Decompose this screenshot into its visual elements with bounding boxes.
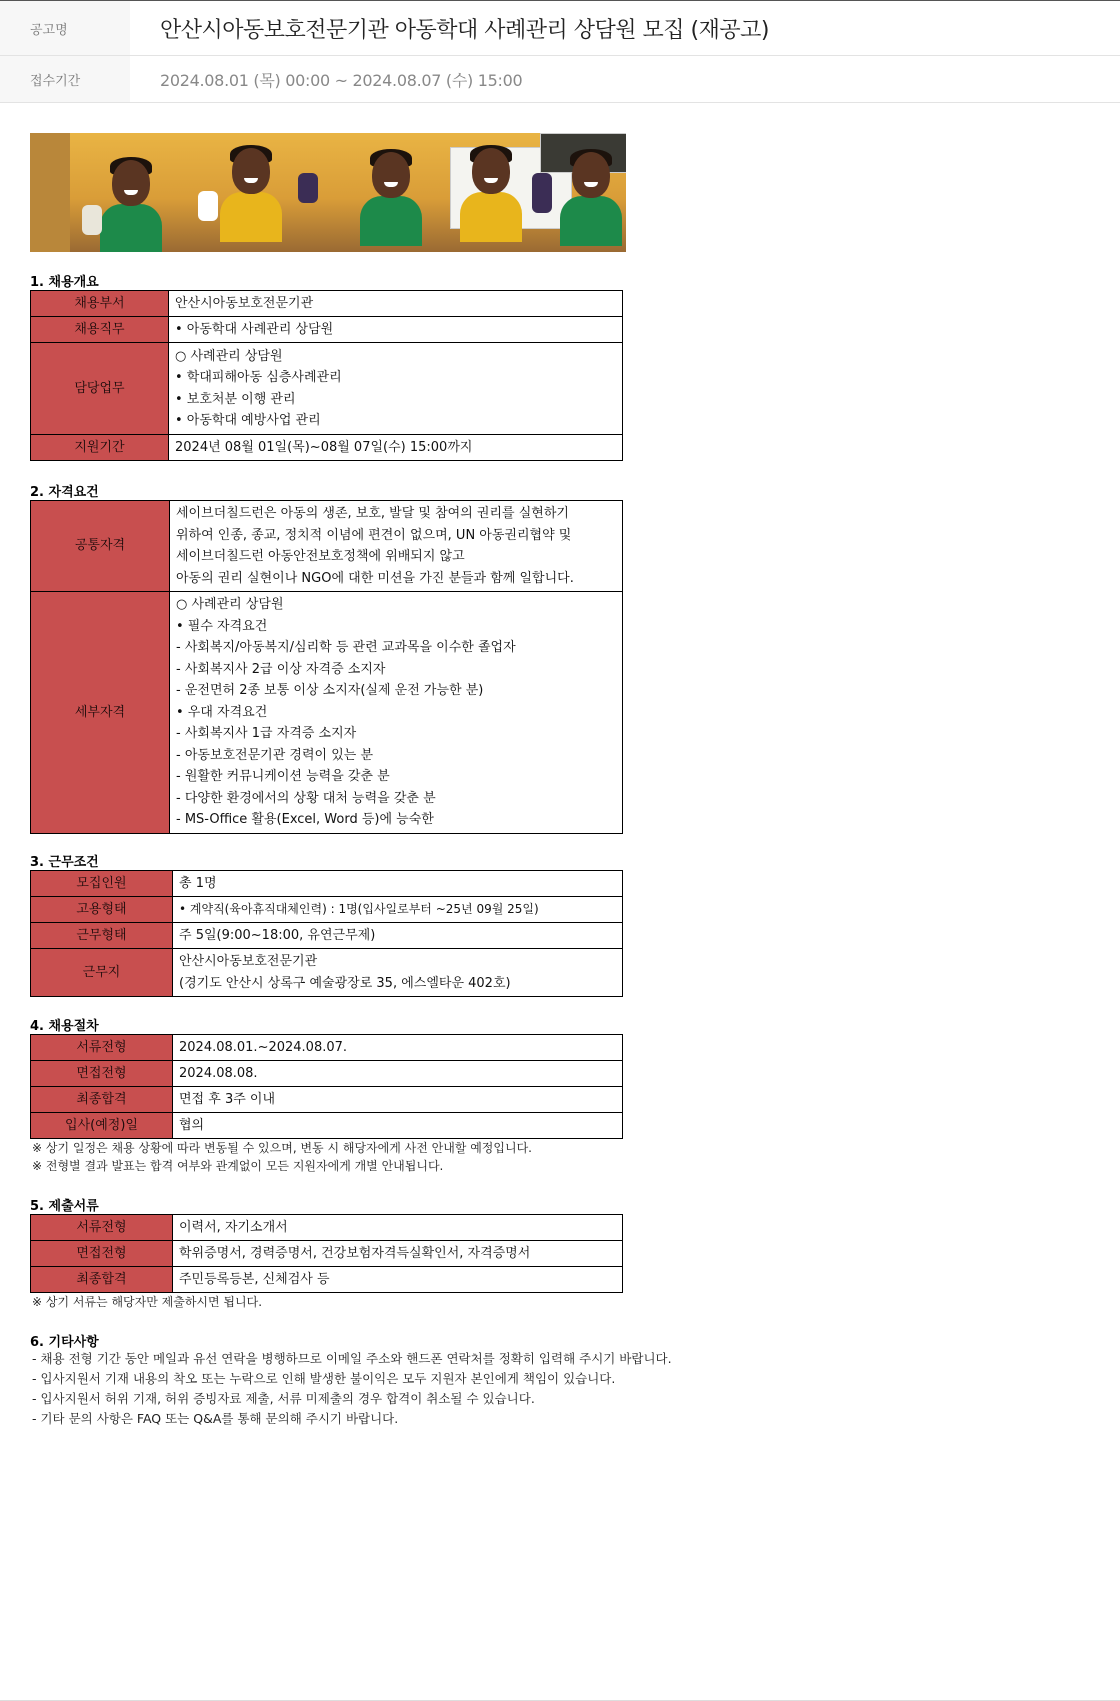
notice-title-label: 공고명 [0, 1, 130, 55]
documents-table [30, 1214, 623, 1293]
section-title-overview: 1. 채용개요 [30, 275, 99, 290]
qualifications-table [30, 500, 623, 834]
row-label: 세부자격 [31, 592, 170, 834]
overview-table [30, 290, 623, 461]
row-value: 면접 후 3주 이내 [173, 1087, 623, 1113]
table-row [31, 343, 623, 435]
application-period-row [0, 56, 1120, 103]
process-table [30, 1034, 623, 1139]
row-value: 2024.08.08. [173, 1061, 623, 1087]
row-label: 서류전형 [31, 1215, 173, 1241]
line: 세이브더칠드런 아동안전보호정책에 위배되지 않고 [176, 549, 465, 564]
line: ○ 사례관리 상담원 [175, 348, 283, 364]
banner-image [30, 133, 626, 252]
section-title-documents: 5. 제출서류 [30, 1199, 99, 1214]
row-value [170, 501, 623, 592]
table-row [31, 1061, 623, 1087]
line: • 아동학대 예방사업 관리 [175, 413, 321, 428]
row-value: 주 5일(9:00~18:00, 유연근무제) [173, 923, 623, 949]
table-row [31, 1215, 623, 1241]
line: - 운전면허 2종 보통 이상 소지자(실제 운전 가능한 분) [176, 683, 484, 698]
line: - MS-Office 활용(Excel, Word 등)에 능숙한 [176, 812, 434, 827]
row-label: 근무지 [31, 949, 173, 997]
line: - 사회복지사 2급 이상 자격증 소지자 [176, 661, 386, 677]
row-label: 채용부서 [31, 291, 169, 317]
row-value: 협의 [173, 1113, 623, 1139]
row-label: 입사(예정)일 [31, 1113, 173, 1139]
line: 안산시아동보호전문기관 [179, 954, 318, 969]
table-row [31, 592, 623, 834]
line: • 우대 자격요건 [176, 704, 268, 720]
line: • 필수 자격요건 [176, 618, 268, 634]
notice-title-row [0, 1, 1120, 56]
line: - 다양한 환경에서의 상황 대처 능력을 갖춘 분 [176, 790, 436, 806]
table-row [31, 501, 623, 592]
table-row [31, 949, 623, 997]
row-value [170, 592, 623, 834]
row-label: 최종합격 [31, 1267, 173, 1293]
row-label: 공통자격 [31, 501, 170, 592]
row-label: 면접전형 [31, 1241, 173, 1267]
line: 아동의 권리 실현이나 NGO에 대한 미션을 가진 분들과 함께 일합니다. [176, 570, 574, 586]
row-value: 이력서, 자기소개서 [173, 1215, 623, 1241]
conditions-table [30, 870, 623, 997]
row-value: • 계약직(육아휴직대체인력) : 1명(입사일로부터 ~25년 09월 25일) [173, 897, 623, 923]
row-label: 모집인원 [31, 871, 173, 897]
table-row [31, 1267, 623, 1293]
application-period-label: 접수기간 [0, 56, 130, 102]
line: • 학대피해아동 심층사례관리 [175, 370, 342, 385]
row-label: 최종합격 [31, 1087, 173, 1113]
line: - 원활한 커뮤니케이션 능력을 갖춘 분 [176, 769, 390, 784]
section-title-conditions: 3. 근무조건 [30, 855, 99, 870]
row-value: 총 1명 [173, 871, 623, 897]
table-row [31, 1113, 623, 1139]
documents-note: ※ 상기 서류는 해당자만 제출하시면 됩니다. [32, 1295, 263, 1309]
table-row [31, 871, 623, 897]
row-label: 고용형태 [31, 897, 173, 923]
line: 세이브더칠드런은 아동의 생존, 보호, 발달 및 참여의 권리를 실현하기 [176, 506, 569, 521]
row-value: 2024.08.01.~2024.08.07. [173, 1035, 623, 1061]
line: - 사회복지사 1급 자격증 소지자 [176, 726, 357, 741]
table-row [31, 1087, 623, 1113]
line: (경기도 안산시 상록구 예술광장로 35, 에스엘타운 402호) [179, 975, 511, 991]
row-value: • 아동학대 사례관리 상담원 [169, 317, 623, 343]
line: • 보호처분 이행 관리 [175, 391, 296, 407]
section-title-etc: 6. 기타사항 [30, 1335, 99, 1350]
line: - 사회복지/아동복지/심리학 등 관련 교과목을 이수한 졸업자 [176, 640, 516, 655]
notice-title: 안산시아동보호전문기관 아동학대 사례관리 상담원 모집 (재공고) [160, 17, 769, 43]
row-value [173, 949, 623, 997]
line: - 아동보호전문기관 경력이 있는 분 [176, 747, 374, 763]
row-label: 근무형태 [31, 923, 173, 949]
row-label: 지원기간 [31, 435, 169, 461]
row-value: 주민등록등본, 신체검사 등 [173, 1267, 623, 1293]
etc-line: - 채용 전형 기간 동안 메일과 유선 연락을 병행하므로 이메일 주소와 핸드폰 연락처를 정확히 입력해 주시기 바랍니다. [32, 1351, 672, 1366]
etc-line: - 기타 문의 사항은 FAQ 또는 Q&A를 통해 문의해 주시기 바랍니다. [32, 1411, 399, 1426]
row-label: 서류전형 [31, 1035, 173, 1061]
section-title-qualifications: 2. 자격요건 [30, 485, 99, 500]
table-row [31, 1035, 623, 1061]
row-label: 담당업무 [31, 343, 169, 435]
table-row [31, 435, 623, 461]
table-row [31, 291, 623, 317]
row-value [169, 343, 623, 435]
table-row [31, 923, 623, 949]
section-title-process: 4. 채용절차 [30, 1019, 99, 1034]
process-note: ※ 상기 일정은 채용 상황에 따라 변동될 수 있으며, 변동 시 해당자에게 사전 안내할 예정입니다. [32, 1141, 532, 1155]
table-row [31, 1241, 623, 1267]
row-value: 안산시아동보호전문기관 [169, 291, 623, 317]
etc-line: - 입사지원서 허위 기재, 허위 증빙자료 제출, 서류 미제출의 경우 합격이 취소될 수 있습니다. [32, 1391, 535, 1406]
row-value: 학위증명서, 경력증명서, 건강보험자격득실확인서, 자격증명서 [173, 1241, 623, 1267]
line: 위하여 인종, 종교, 정치적 이념에 편견이 없으며, UN 아동권리협약 및 [176, 527, 572, 543]
etc-line: - 입사지원서 기재 내용의 착오 또는 누락으로 인해 발생한 불이익은 모두 지원자 본인에게 책임이 있습니다. [32, 1371, 616, 1386]
row-label: 채용직무 [31, 317, 169, 343]
row-value: 2024년 08월 01일(목)~08월 07일(수) 15:00까지 [169, 435, 623, 461]
table-row [31, 897, 623, 923]
line: ○ 사례관리 상담원 [176, 597, 284, 612]
row-label: 면접전형 [31, 1061, 173, 1087]
process-note: ※ 전형별 결과 발표는 합격 여부와 관계없이 모든 지원자에게 개별 안내됩니다. [32, 1159, 444, 1173]
application-period: 2024.08.01 (목) 00:00 ~ 2024.08.07 (수) 15:00 [160, 70, 523, 90]
table-row [31, 317, 623, 343]
